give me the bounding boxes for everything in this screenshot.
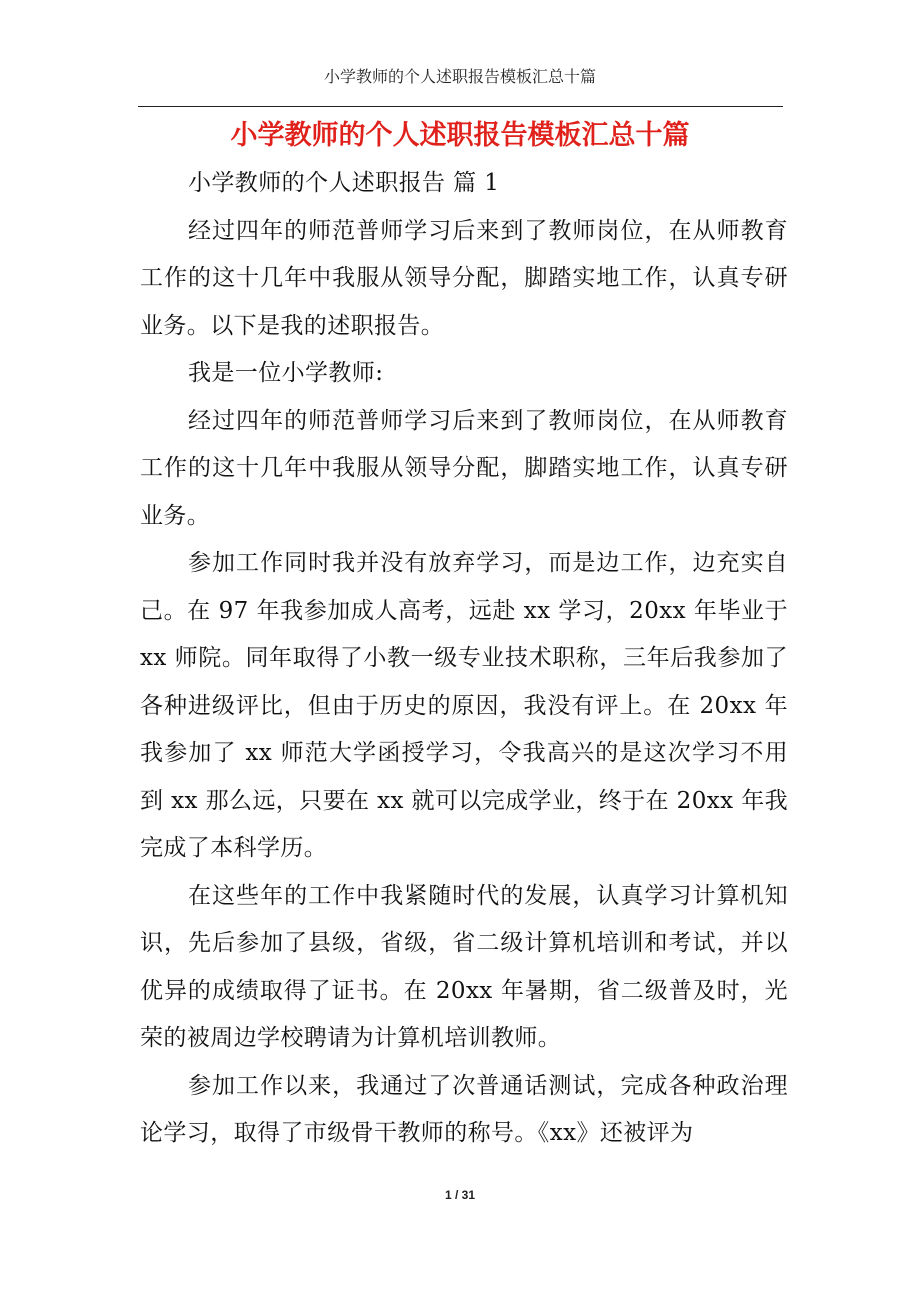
- paragraph: 经过四年的师范普师学习后来到了教师岗位，在从师教育工作的这十几年中我服从领导分配，脚踏实地工作，认真专研业务。以下是我的述职报告。: [140, 217, 788, 339]
- paragraph: 在这些年的工作中我紧随时代的发展，认真学习计算机知识，先后参加了县级，省级，省二级计算机培训和考试，并以优异的成绩取得了证书。在 20xx 年暑期，省二级普及时，光荣的被周边学校聘请为计算机培训教师。: [140, 882, 788, 1051]
- section-heading: 小学教师的个人述职报告 篇 1: [188, 170, 500, 196]
- running-header: 小学教师的个人述职报告模板汇总十篇: [323, 67, 596, 86]
- document-body: [140, 160, 788, 1158]
- paragraph: 经过四年的师范普师学习后来到了教师岗位，在从师教育工作的这十几年中我服从领导分配，脚踏实地工作，认真专研业务。: [140, 407, 788, 529]
- paragraph: 我是一位小学教师:: [188, 360, 384, 386]
- page-number: 1 / 31: [444, 1188, 476, 1202]
- paragraph: 参加工作以来，我通过了次普通话测试，完成各种政治理论学习，取得了市级骨干教师的称号。《xx》还被评为: [140, 1072, 788, 1146]
- paragraph: 参加工作同时我并没有放弃学习，而是边工作，边充实自己。在 97 年我参加成人高考，远赴 xx 学习，20xx 年毕业于 xx 师院。同年取得了小教一级专业技术职称，三年后我参加了各种进级评比，但由于历史的原因，我没有评上。在 20xx 年我参加了 xx 师范大学函授学习，令我高兴的是这次学习不用到 xx 那么远，只要在 xx 就可以完成学业，终于在 20xx 年我完成了本科学历。: [140, 550, 788, 861]
- header-divider: [138, 106, 783, 107]
- document-title: 小学教师的个人述职报告模板汇总十篇: [230, 120, 690, 151]
